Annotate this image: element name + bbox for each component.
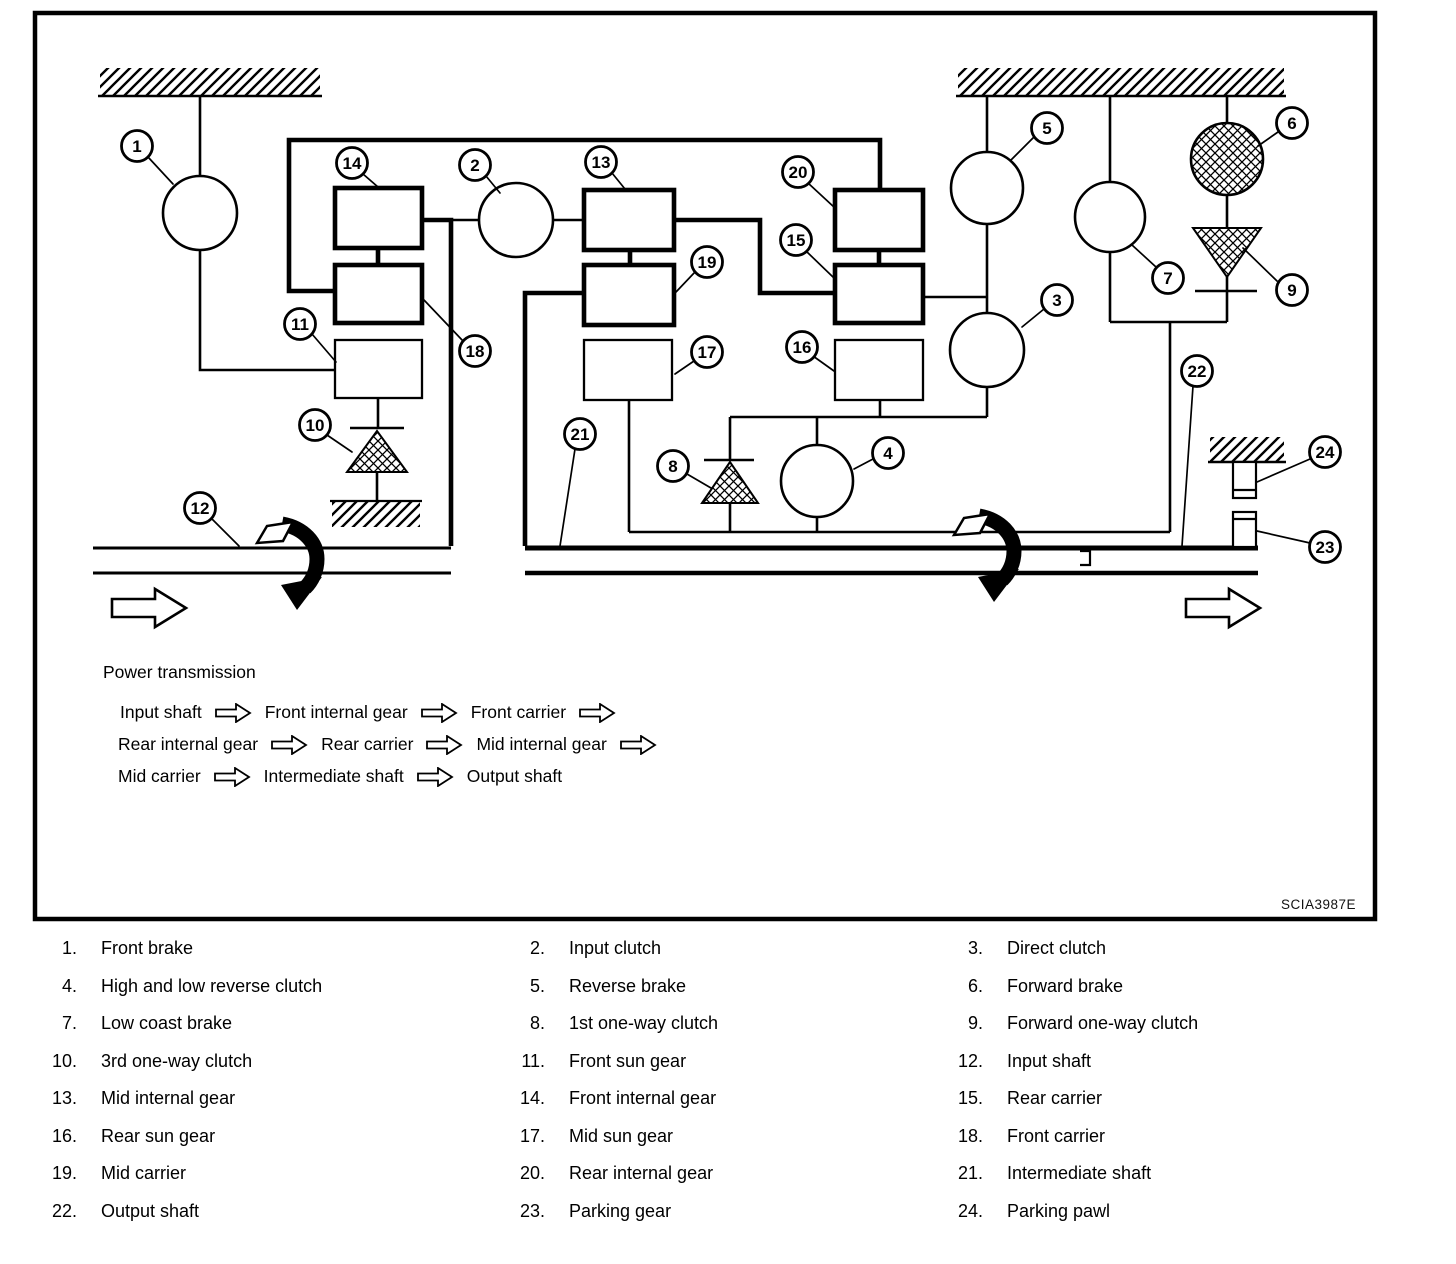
input-shaft [93, 548, 451, 573]
part-item [515, 1013, 945, 1035]
high-low-reverse-clutch-circle [781, 445, 853, 517]
flow-arrow-icon [620, 735, 657, 755]
ground-hatch-top-right [956, 68, 1286, 96]
callout-8 [658, 451, 712, 489]
part-number: 1. [61, 938, 77, 958]
callout-23 [1257, 531, 1341, 563]
callout-15 [781, 225, 835, 279]
flow-step: Intermediate shaft [263, 766, 404, 786]
callout-9 [1243, 248, 1308, 306]
flow-arrow-icon [215, 703, 252, 723]
part-number: 23. [519, 1200, 545, 1221]
part-label: Mid sun gear [569, 1125, 674, 1146]
parts-list-column-3 [953, 938, 1383, 1238]
part-label: Mid carrier [101, 1163, 187, 1183]
callout-16-number: 16 [792, 338, 812, 357]
flow-arrow-icon [417, 767, 454, 787]
rear-carrier-box [835, 265, 923, 323]
part-item [515, 1126, 945, 1148]
power-flow-row-3 [118, 766, 562, 787]
part-label: Front brake [101, 938, 194, 958]
flow-step: Rear carrier [321, 734, 414, 754]
part-number: 10. [51, 1050, 77, 1071]
part-label: Output shaft [101, 1200, 200, 1221]
callout-6-number: 6 [1287, 114, 1297, 133]
part-item [47, 976, 477, 998]
callout-6 [1258, 108, 1308, 147]
flow-arrow-icon [421, 703, 458, 723]
callout-2 [460, 150, 501, 194]
power-flow-row-1 [120, 702, 616, 723]
part-number: 3. [967, 938, 983, 958]
part-item [47, 1201, 477, 1223]
callout-17 [675, 337, 723, 375]
callout-11-number: 11 [291, 315, 309, 334]
part-number: 19. [51, 1163, 77, 1183]
rear-internal-gear-box [835, 190, 923, 250]
part-number: 20. [519, 1163, 545, 1183]
part-item [953, 1088, 1383, 1110]
callout-16 [787, 332, 835, 372]
part-number: 8. [529, 1013, 545, 1033]
output-flow-arrow-icon [1186, 589, 1260, 627]
part-number: 15. [957, 1088, 983, 1108]
part-label: Mid internal gear [101, 1088, 236, 1108]
part-number: 21. [957, 1163, 983, 1183]
part-item [515, 1088, 945, 1110]
callout-3 [1022, 285, 1073, 328]
callout-12 [185, 493, 240, 547]
input-shaft-rotation-arrow-icon [257, 522, 322, 610]
callout-1 [122, 131, 174, 185]
parts-list-column-1 [47, 938, 477, 1238]
ground-hatch-top-left [98, 68, 322, 96]
mid-sun-gear-box [584, 340, 672, 400]
figure-code: SCIA3987E [1280, 897, 1356, 912]
callout-23-number: 23 [1315, 538, 1335, 557]
part-number: 9. [967, 1013, 983, 1033]
callout-4-number: 4 [883, 444, 893, 463]
callout-15-number: 15 [786, 231, 806, 250]
part-label: Input shaft [1007, 1050, 1092, 1071]
callout-20-number: 20 [788, 163, 808, 182]
input-clutch-circle [479, 183, 553, 257]
callout-14 [337, 148, 379, 188]
callout-4 [854, 438, 904, 470]
part-item [515, 1163, 945, 1185]
reverse-brake-circle [951, 152, 1023, 224]
parking-gear-rect [1233, 512, 1256, 547]
low-coast-brake-circle [1075, 182, 1145, 252]
forward-brake-circle [1191, 123, 1263, 195]
part-label: 3rd one-way clutch [101, 1050, 253, 1071]
callout-1-number: 1 [132, 137, 142, 156]
flow-step: Mid carrier [118, 766, 201, 786]
part-number: 4. [61, 975, 77, 996]
part-label: Parking gear [569, 1200, 672, 1221]
ground-hatch-3rd-owc [330, 501, 422, 527]
flow-arrow-icon [214, 767, 251, 787]
callout-21 [560, 419, 596, 547]
part-number: 16. [51, 1125, 77, 1146]
callout-11 [285, 309, 337, 363]
part-item [953, 1163, 1383, 1185]
parts-list-column-2 [515, 938, 945, 1238]
callout-2-number: 2 [470, 156, 480, 175]
part-label: Reverse brake [569, 975, 687, 996]
part-item [515, 938, 945, 960]
part-label: Forward brake [1007, 975, 1124, 996]
callout-10-number: 10 [305, 416, 325, 435]
flow-arrow-icon [579, 703, 616, 723]
front-carrier-box [335, 265, 422, 323]
callout-22 [1182, 356, 1213, 547]
callout-17-number: 17 [697, 343, 717, 362]
part-number: 12. [957, 1050, 983, 1071]
part-item [47, 1013, 477, 1035]
part-label: Rear sun gear [101, 1125, 216, 1146]
part-label: Front carrier [1007, 1125, 1106, 1146]
part-item [953, 1126, 1383, 1148]
part-item [515, 976, 945, 998]
mid-internal-gear-box [584, 190, 674, 250]
part-item [47, 1163, 477, 1185]
callout-13 [586, 147, 626, 190]
flow-step: Mid internal gear [476, 734, 607, 754]
front-brake-circle [163, 176, 237, 250]
part-item [953, 938, 1383, 960]
flow-step: Rear internal gear [118, 734, 259, 754]
callout-14-number: 14 [342, 154, 362, 173]
part-number: 17. [519, 1125, 545, 1146]
part-label: Low coast brake [101, 1013, 233, 1033]
third-one-way-clutch-triangle [347, 431, 407, 472]
first-one-way-clutch-triangle [702, 462, 758, 503]
part-number: 18. [957, 1125, 983, 1146]
part-label: Input clutch [569, 938, 662, 958]
callout-19 [676, 247, 723, 293]
callout-7 [1132, 245, 1184, 294]
part-label: Intermediate shaft [1007, 1163, 1152, 1183]
flow-arrow-icon [271, 735, 308, 755]
part-item [953, 1051, 1383, 1073]
power-flow-row-2 [118, 734, 657, 755]
part-label: Front internal gear [569, 1088, 717, 1108]
callout-9-number: 9 [1287, 281, 1297, 300]
ground-hatch-parking [1208, 437, 1286, 462]
callout-5 [1011, 113, 1063, 161]
part-label: 1st one-way clutch [569, 1013, 719, 1033]
part-item [47, 1051, 477, 1073]
part-number: 2. [529, 938, 545, 958]
part-item [47, 938, 477, 960]
output-shaft-rotation-arrow-icon [954, 514, 1019, 602]
flow-arrow-icon [426, 735, 463, 755]
power-transmission-title: Power transmission [103, 662, 256, 682]
part-number: 13. [51, 1088, 77, 1108]
part-item [953, 976, 1383, 998]
part-label: Rear carrier [1007, 1088, 1103, 1108]
callout-3-number: 3 [1052, 291, 1062, 310]
callout-19-number: 19 [697, 253, 717, 272]
callout-12-number: 12 [190, 499, 210, 518]
part-item [953, 1013, 1383, 1035]
part-number: 5. [529, 975, 545, 996]
front-internal-gear-box [335, 188, 422, 248]
parking-pawl-rect [1233, 462, 1256, 498]
part-item [47, 1088, 477, 1110]
callout-18 [424, 300, 491, 367]
callout-13-number: 13 [591, 153, 611, 172]
part-label: High and low reverse clutch [101, 975, 323, 996]
part-label: Rear internal gear [569, 1163, 714, 1183]
input-flow-arrow-icon [112, 589, 186, 627]
flow-step: Input shaft [120, 702, 202, 722]
part-number: 11. [521, 1050, 545, 1071]
callout-8-number: 8 [668, 457, 678, 476]
rear-sun-gear-box [835, 340, 923, 400]
direct-clutch-circle [950, 313, 1024, 387]
callout-7-number: 7 [1163, 269, 1173, 288]
callout-20 [783, 157, 836, 209]
parking-assembly [1233, 462, 1256, 547]
flow-step: Front internal gear [264, 702, 408, 722]
part-item [515, 1051, 945, 1073]
part-label: Direct clutch [1007, 938, 1107, 958]
part-number: 24. [957, 1200, 983, 1221]
part-number: 6. [967, 975, 983, 996]
part-label: Front sun gear [569, 1050, 687, 1071]
part-number: 22. [51, 1200, 77, 1221]
front-sun-gear-box [335, 340, 422, 398]
part-number: 7. [61, 1013, 77, 1033]
callout-22-number: 22 [1187, 362, 1207, 381]
part-item [953, 1201, 1383, 1223]
mid-carrier-box [584, 265, 674, 325]
callout-10 [300, 410, 353, 453]
callout-21-number: 21 [570, 425, 590, 444]
callout-24-number: 24 [1315, 443, 1335, 462]
forward-one-way-clutch-triangle [1193, 228, 1261, 277]
part-label: Parking pawl [1007, 1200, 1111, 1221]
flow-step: Front carrier [470, 702, 567, 722]
part-item [515, 1201, 945, 1223]
intermediate-output-shaft [525, 548, 1258, 573]
part-number: 14. [519, 1088, 545, 1108]
part-item [47, 1126, 477, 1148]
callout-5-number: 5 [1042, 119, 1052, 138]
flow-step: Output shaft [466, 766, 563, 786]
callout-18-number: 18 [465, 342, 485, 361]
part-label: Forward one-way clutch [1007, 1013, 1199, 1033]
